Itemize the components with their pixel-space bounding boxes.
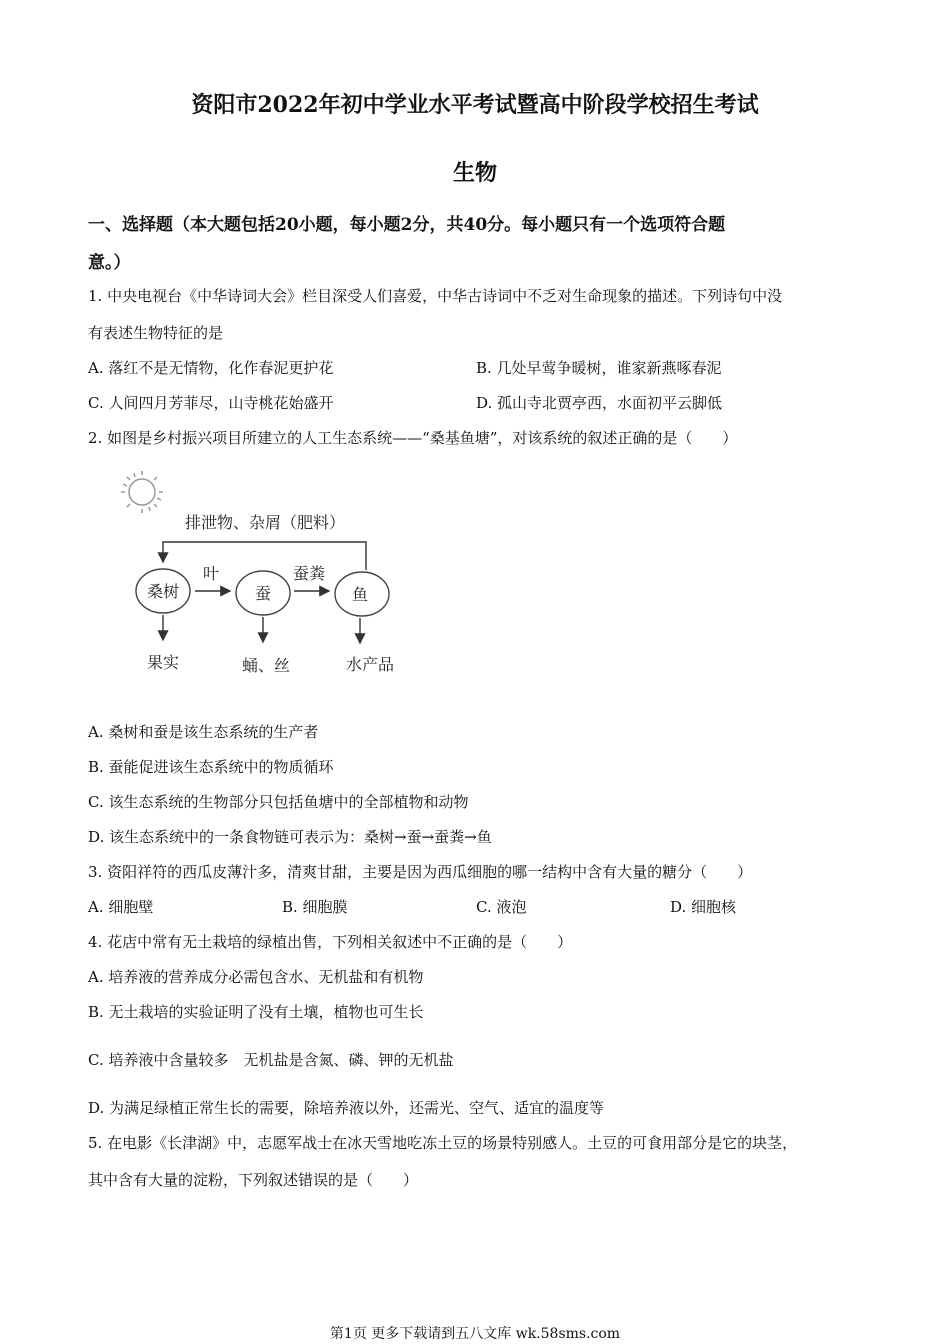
q3-stem: 3. 资阳祥符的西瓜皮薄汁多，清爽甘甜，主要是因为西瓜细胞的哪一结构中含有大量的糖分（ ）	[88, 863, 753, 881]
node-fish-label: 鱼	[351, 585, 369, 604]
exam-title: 资阳市2022年初中学业水平考试暨高中阶段学校招生考试	[191, 92, 759, 118]
node-silkworm-label: 蚕	[254, 584, 272, 603]
q2-option-c: C. 该生态系统的生物部分只包括鱼塘中的全部植物和动物	[88, 793, 469, 811]
q2-option-a: A. 桑树和蚕是该生态系统的生产者	[88, 723, 319, 741]
q1-option-d: D. 孤山寺北贾亭西，水面初平云脚低	[476, 394, 723, 412]
subject-title: 生物	[452, 160, 497, 186]
q5-stem-line1: 5. 在电影《长津湖》中，志愿军战士在冰天雪地吃冻土豆的场景特别感人。土豆的可食用部分是它的块茎，	[88, 1134, 798, 1152]
q4-option-a: A. 培养液的营养成分必需包含水、无机盐和有机物	[88, 968, 424, 986]
output-pupa-silk: 蛹、丝	[241, 656, 291, 675]
feedback-arrow	[163, 542, 366, 570]
arrow-droppings-label: 蚕粪	[293, 564, 326, 583]
feedback-label: 排泄物、杂屑（肥料）	[185, 513, 346, 532]
q3-option-d: D. 细胞核	[670, 898, 737, 916]
q4-option-b: B. 无土栽培的实验证明了没有土壤，植物也可生长	[88, 1003, 424, 1021]
q3-option-b: B. 细胞膜	[282, 898, 348, 916]
q1-stem-line2: 有表述生物特征的是	[88, 324, 224, 342]
page-footer: 第1页 更多下载请到五八文库 wk.58sms.com	[329, 1326, 621, 1342]
q1-option-b: B. 几处早莺争暖树，谁家新燕啄春泥	[476, 359, 722, 377]
q3-option-c: C. 液泡	[476, 898, 527, 916]
q3-option-a: A. 细胞壁	[88, 898, 154, 916]
q1-option-c: C. 人间四月芳菲尽，山寺桃花始盛开	[88, 394, 334, 412]
q4-option-c: C. 培养液中含量较多 无机盐是含氮、磷、钾的无机盐	[88, 1051, 454, 1069]
section-heading-line1: 一、选择题（本大题包括20小题，每小题2分，共40分。每小题只有一个选项符合题	[88, 215, 726, 235]
q1-option-a: A. 落红不是无情物，化作春泥更护花	[88, 359, 334, 377]
q4-stem: 4. 花店中常有无土栽培的绿植出售，下列相关叙述中不正确的是（ ）	[88, 933, 573, 951]
q4-option-d: D. 为满足绿植正常生长的需要，除培养液以外，还需光、空气、适宜的温度等	[88, 1099, 605, 1117]
q1-stem-line1: 1. 中央电视台《中华诗词大会》栏目深受人们喜爱，中华古诗词中不乏对生命现象的描述。下列诗句中没	[88, 287, 783, 305]
output-fruit: 果实	[146, 653, 180, 672]
q2-option-b: B. 蚕能促进该生态系统中的物质循环	[88, 758, 334, 776]
section-heading-line2: 意。）	[88, 253, 131, 273]
mulberry-dike-fish-pond-diagram	[110, 462, 420, 687]
q2-stem: 2. 如图是乡村振兴项目所建立的人工生态系统——“桑基鱼塘”，对该系统的叙述正确的是（ ）	[88, 429, 738, 447]
q2-option-d: D. 该生态系统中的一条食物链可表示为：桑树→蚕→蚕粪→鱼	[88, 828, 492, 846]
q5-stem-line2: 其中含有大量的淀粉，下列叙述错误的是（ ）	[88, 1171, 419, 1189]
arrow-leaf-label: 叶	[203, 564, 220, 583]
output-aquatic: 水产品	[345, 655, 395, 674]
sun-icon	[121, 471, 163, 513]
node-mulberry-label: 桑树	[146, 582, 180, 601]
